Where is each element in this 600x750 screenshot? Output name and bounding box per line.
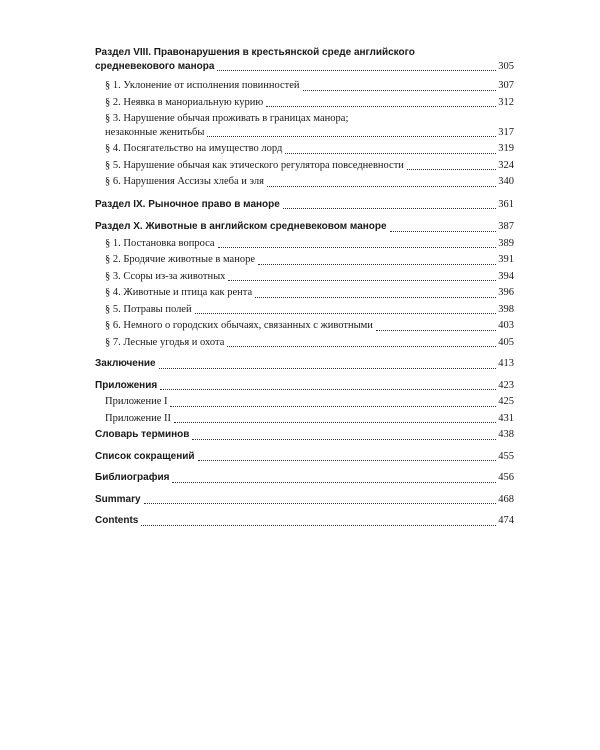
toc-entry-title: § 7. Лесные угодья и охота bbox=[105, 336, 225, 348]
toc-entry-title: § 2. Бродячие животные в маноре bbox=[105, 254, 255, 265]
toc-entry-title: § 2. Неявка в манориальную курию bbox=[105, 96, 264, 108]
toc-page-number: 396 bbox=[498, 287, 514, 298]
toc-entry-title: § 3. Ссоры из-за животных bbox=[105, 270, 226, 282]
toc-entry-title: § 6. Нарушения Ассизы хлеба и эля bbox=[105, 176, 264, 187]
toc-entry[interactable] bbox=[95, 357, 514, 371]
toc-entry[interactable] bbox=[95, 514, 514, 528]
dot-leader bbox=[285, 143, 496, 154]
toc-entry-title: Заключение bbox=[95, 358, 156, 369]
toc-entry[interactable] bbox=[95, 112, 514, 139]
toc-page-number: 324 bbox=[498, 159, 514, 171]
toc-entry-title: § 1. Уклонение от исполнения повинностей bbox=[105, 80, 300, 91]
toc-entry[interactable] bbox=[95, 270, 514, 284]
toc-entry[interactable] bbox=[95, 237, 514, 251]
toc-entry[interactable] bbox=[95, 379, 514, 393]
toc-entry-title: Contents bbox=[95, 515, 139, 526]
toc-page-number: 474 bbox=[498, 515, 514, 526]
toc-page-number: 455 bbox=[498, 450, 514, 462]
toc-entry[interactable] bbox=[95, 79, 514, 93]
toc-entry-title: Библиография bbox=[95, 472, 170, 483]
dot-leader bbox=[160, 379, 496, 390]
toc-page-number: 317 bbox=[498, 126, 514, 138]
toc-entry-title: незаконные женитьбы bbox=[105, 126, 205, 138]
toc-entry-title: Раздел IX. Рыночное право в маноре bbox=[95, 198, 280, 210]
toc-entry-title: средневекового манора bbox=[95, 60, 215, 72]
dot-leader bbox=[172, 472, 496, 483]
dot-leader bbox=[255, 287, 496, 298]
dot-leader bbox=[266, 96, 496, 107]
toc-entry[interactable] bbox=[95, 303, 514, 317]
toc-entry[interactable] bbox=[95, 159, 514, 173]
toc-page-number: 387 bbox=[498, 221, 514, 232]
toc-entry-title: § 6. Немного о городских обычаях, связанных с животными bbox=[105, 320, 373, 331]
toc-entry[interactable] bbox=[95, 412, 514, 426]
dot-leader bbox=[207, 126, 496, 137]
dot-leader bbox=[192, 429, 496, 440]
toc-entry[interactable] bbox=[95, 96, 514, 110]
dot-leader bbox=[303, 80, 497, 91]
toc-entry-title: § 4. Животные и птица как рента bbox=[105, 287, 253, 298]
toc-page-number: 423 bbox=[498, 379, 514, 391]
toc-page-number: 319 bbox=[498, 143, 514, 154]
toc-page-number: 391 bbox=[498, 254, 514, 265]
dot-leader bbox=[376, 320, 496, 331]
toc-entry-title: Summary bbox=[95, 493, 141, 505]
toc-page-number: 438 bbox=[498, 429, 514, 440]
dot-leader bbox=[228, 270, 496, 281]
toc-entry[interactable] bbox=[95, 198, 514, 212]
dot-leader bbox=[141, 515, 496, 526]
toc-entry[interactable] bbox=[95, 46, 514, 73]
toc-page-number: 340 bbox=[498, 176, 514, 187]
dot-leader bbox=[227, 336, 496, 347]
dot-leader bbox=[198, 450, 497, 461]
toc-entry-title-line: § 3. Нарушение обычая проживать в границах манора; bbox=[105, 113, 349, 124]
dot-leader bbox=[195, 303, 497, 314]
toc-entry-title: Словарь терминов bbox=[95, 429, 190, 440]
toc-page-number: 403 bbox=[498, 320, 514, 331]
toc-entry[interactable] bbox=[95, 336, 514, 350]
toc-entry[interactable] bbox=[95, 253, 514, 267]
dot-leader bbox=[283, 198, 496, 209]
toc-entry[interactable] bbox=[95, 220, 514, 234]
toc-page-number: 405 bbox=[498, 336, 514, 348]
toc-page-number: 389 bbox=[498, 237, 514, 249]
dot-leader bbox=[174, 412, 496, 423]
dot-leader bbox=[390, 221, 497, 232]
toc-page-number: 398 bbox=[498, 303, 514, 315]
toc-entry[interactable] bbox=[95, 395, 514, 409]
toc-page-number: 361 bbox=[498, 198, 514, 210]
toc-entry-title: Приложение II bbox=[105, 412, 171, 424]
toc-entry[interactable] bbox=[95, 493, 514, 507]
toc-entry[interactable] bbox=[95, 286, 514, 300]
dot-leader bbox=[217, 60, 496, 71]
toc-entry-title: § 4. Посягательство на имущество лорд bbox=[105, 143, 283, 154]
toc-page-number: 468 bbox=[498, 493, 514, 505]
toc-entry[interactable] bbox=[95, 142, 514, 156]
toc-entry-title: Список сокращений bbox=[95, 450, 195, 462]
toc-page-number: 425 bbox=[498, 396, 514, 407]
toc-entry[interactable] bbox=[95, 175, 514, 189]
toc-entry[interactable] bbox=[95, 471, 514, 485]
toc-entry-title: Приложение I bbox=[105, 396, 168, 407]
toc-entry-title: § 5. Нарушение обычая как этического регулятора повседневности bbox=[105, 159, 404, 171]
toc-page-number: 307 bbox=[498, 80, 514, 91]
toc-page-number: 305 bbox=[498, 60, 514, 72]
toc-page-number: 431 bbox=[498, 412, 514, 424]
dot-leader bbox=[144, 493, 497, 504]
toc-page-number: 413 bbox=[498, 358, 514, 369]
table-of-contents bbox=[95, 46, 514, 528]
toc-entry-title-line: Раздел VIII. Правонарушения в крестьянской среде английского bbox=[95, 47, 415, 58]
dot-leader bbox=[159, 358, 497, 369]
dot-leader bbox=[170, 396, 496, 407]
toc-entry-title: Приложения bbox=[95, 379, 158, 391]
toc-page-number: 394 bbox=[498, 270, 514, 282]
dot-leader bbox=[258, 254, 496, 265]
toc-entry[interactable] bbox=[95, 428, 514, 442]
dot-leader bbox=[407, 159, 496, 170]
toc-entry-title: § 1. Постановка вопроса bbox=[105, 237, 215, 249]
dot-leader bbox=[267, 176, 496, 187]
toc-entry[interactable] bbox=[95, 319, 514, 333]
toc-entry[interactable] bbox=[95, 450, 514, 464]
toc-entry-title: § 5. Потравы полей bbox=[105, 303, 192, 315]
toc-page-number: 456 bbox=[498, 472, 514, 483]
toc-page-number: 312 bbox=[498, 96, 514, 108]
toc-entry-title: Раздел X. Животные в английском средневековом маноре bbox=[95, 221, 387, 232]
dot-leader bbox=[218, 237, 497, 248]
